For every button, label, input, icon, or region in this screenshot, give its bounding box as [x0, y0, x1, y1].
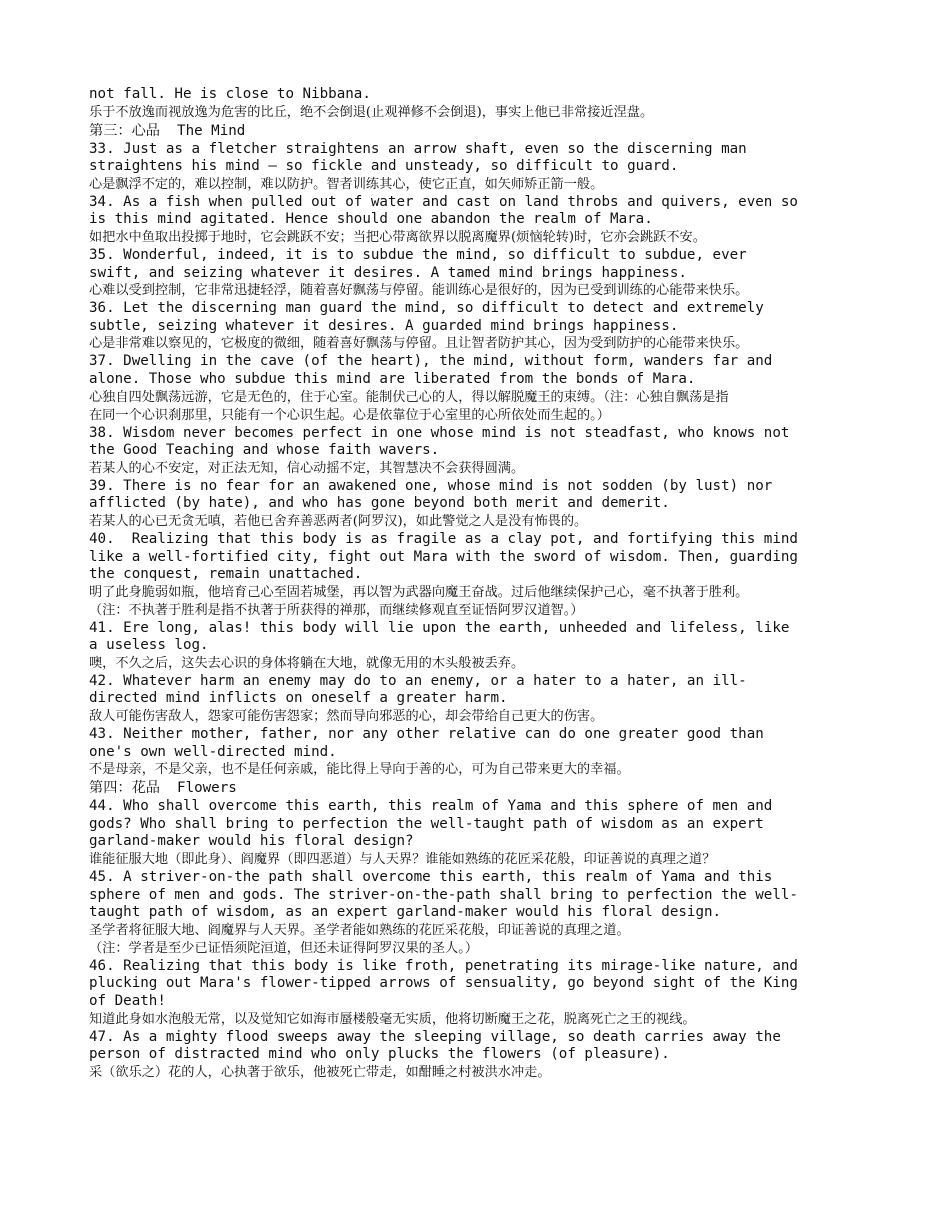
verse-english: 39. There is no fear for an awakened one, whose mind is not sodden (by lust) nor afflicted (by hate), and who has gone beyond both merit and demerit.	[89, 477, 773, 512]
verse-chinese: 心独自四处飘荡远游，它是无色的，住于心室。能制伏己心的人，得以解脱魔王的束缚。（注：心独自飘荡是指 在同一个心识刹那里，只能有一个心识生起。心是依靠位于心室里的心所依处而生起的。）	[89, 389, 729, 423]
verse-chinese: 不是母亲，不是父亲，也不是任何亲戚，能比得上导向于善的心，可为自己带来更大的幸福。	[89, 762, 630, 778]
document-page	[89, 86, 869, 1082]
verse-english: 43. Neither mother, father, nor any other relative can do one greater good than one's own well-directed mind.	[89, 726, 764, 760]
verse-english: 45. A striver-on-the path shall overcome this earth, this realm of Yama and this sphere of men and gods. The striver-on-the-path shall bring to perfection the well- taught path of wisdom, as an expert garland-maker would his floral design.	[89, 869, 798, 921]
verse-english: 33. Just as a fletcher straightens an arrow shaft, even so the discerning man straightens his mind — so fickle and unsteady, so difficult to guard.	[89, 140, 747, 175]
verse-chinese: 心是飘浮不定的，难以控制，难以防护。智者训练其心，使它正直，如矢师矫正箭一般。	[89, 176, 604, 192]
verse-chinese: 敌人可能伤害敌人，怨家可能伤害怨家；然而导向邪恶的心，却会带给自己更大的伤害。	[89, 709, 604, 725]
verse-chinese: 若某人的心已无贪无嗔，若他已舍弃善恶两者(阿罗汉)，如此警觉之人是没有怖畏的。	[89, 513, 588, 529]
verse-english: 47. As a mighty flood sweeps away the sleeping village, so death carries away the person of distracted mind who only plucks the flowers (of pleasure).	[89, 1028, 781, 1063]
verse-english: 42. Whatever harm an enemy may do to an enemy, or a hater to a hater, an ill- directed mind inflicts on oneself a greater harm.	[89, 672, 747, 707]
verse-chinese: 心难以受到控制，它非常迅捷轻浮，随着喜好飘荡与停留。能训练心是很好的，因为已受到训练的心能带来快乐。	[89, 283, 749, 299]
verse-english: 40. Realizing that this body is as fragile as a clay pot, and fortifying this mind like a well-fortified city, fight out Mara with the sword of wisdom. Then, guarding the conquest, remain unattached.	[89, 530, 798, 583]
verse-english: 35. Wonderful, indeed, it is to subdue the mind, so difficult to subdue, ever swift, and seizing whatever it desires. A tamed mind brings happiness.	[89, 246, 747, 281]
verse-chinese: 心是非常难以察见的，它极度的微细，随着喜好飘荡与停留。且让智者防护其心，因为受到防护的心能带来快乐。	[89, 336, 749, 352]
verse-chinese: 噢，不久之后，这失去心识的身体将躺在大地，就像无用的木头般被丢弃。	[89, 655, 525, 671]
verse-chinese: 谁能征服大地（即此身）、阎魔界（即四恶道）与人天界？谁能如熟练的花匠采花般，印证善说的真理之道？	[89, 852, 716, 868]
verse-english: 46. Realizing that this body is like froth, penetrating its mirage-like nature, and plucking out Mara's flower-tipped arrows of sensuality, go beyond sight of the King of Death!	[89, 957, 798, 1009]
verse-chinese: 圣学者将征服大地、阎魔界与人天界。圣学者能如熟练的花匠采花般，印证善说的真理之道。 （注：学者是至少已证悟须陀洹道，但还未证得阿罗汉果的圣人。）	[89, 922, 630, 956]
verse-english: 38. Wisdom never becomes perfect in one whose mind is not steadfast, who knows not the Good Teaching and whose faith wavers.	[89, 424, 790, 459]
verse-english: not fall. He is close to Nibbana.	[89, 86, 371, 102]
verse-chinese: 乐于不放逸而视放逸为危害的比丘，绝不会倒退(止观禅修不会倒退)，事实上他已非常接近涅盘。	[89, 104, 654, 120]
verse-chinese: 知道此身如水泡般无常，以及觉知它如海市蜃楼般毫无实质，他将切断魔王之花，脱离死亡之王的视线。	[89, 1011, 696, 1027]
verse-chinese: 如把水中鱼取出投掷于地时，它会跳跃不安；当把心带离欲界以脱离魔界(烦恼轮转)时，它亦会跳跃不安。	[89, 229, 706, 245]
verse-english: 37. Dwelling in the cave (of the heart), the mind, without form, wanders far and alone. Those who subdue this mind are liberated from the bonds of Mara.	[89, 353, 773, 387]
verse-english: 41. Ere long, alas! this body will lie upon the earth, unheeded and lifeless, like a useless log.	[89, 619, 790, 654]
verse-english: 36. Let the discerning man guard the mind, so difficult to detect and extremely subtle, seizing whatever it desires. A guarded mind brings happiness.	[89, 300, 764, 334]
chapter-heading: 第四：花品 Flowers	[89, 780, 237, 797]
chapter-heading: 第三：心品 The Mind	[89, 122, 246, 139]
verse-chinese: 采（欲乐之）花的人，心执著于欲乐，他被死亡带走，如酣睡之村被洪水冲走。	[89, 1064, 551, 1080]
verse-chinese: 明了此身脆弱如瓶，他培育己心至固若城堡，再以智为武器向魔王奋战。过后他继续保护己心，毫不执著于胜利。 （注：不执著于胜利是指不执著于所获得的禅那，而继续修观直至证悟阿罗汉道智。）	[89, 584, 749, 618]
verse-chinese: 若某人的心不安定，对正法无知，信心动摇不定，其智慧决不会获得圆满。	[89, 460, 525, 476]
verse-english: 34. As a fish when pulled out of water and cast on land throbs and quivers, even so is this mind agitated. Hence should one abandon the realm of Mara.	[89, 193, 798, 228]
verse-english: 44. Who shall overcome this earth, this realm of Yama and this sphere of men and gods? Who shall bring to perfection the well-taught path of wisdom as an expert garland-maker would his floral design?	[89, 798, 773, 850]
